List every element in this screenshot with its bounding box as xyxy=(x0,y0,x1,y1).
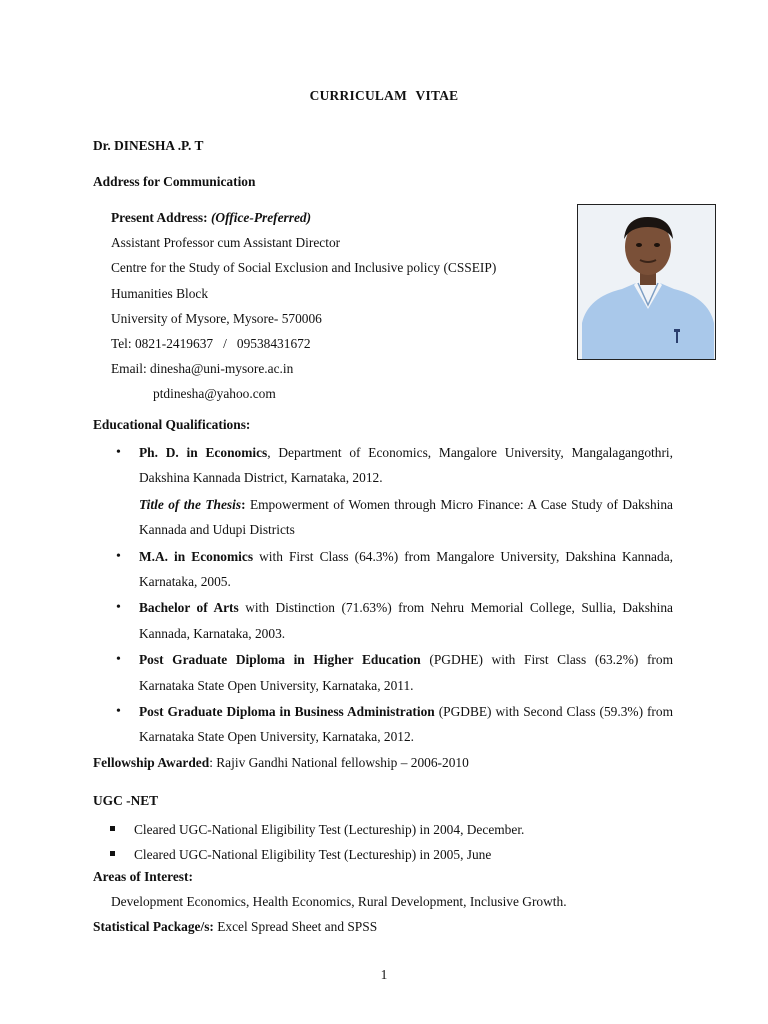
ugc-net-heading: UGC -NET xyxy=(93,793,159,808)
education-item-pgdhe: • Post Graduate Diploma in Higher Education (PGDHE) with First Class (63.2%) from Karnataka State Open University, Karnataka, 2011. xyxy=(139,647,673,698)
document-title: CURRICULAM VITAE xyxy=(309,88,459,103)
page-number: 1 xyxy=(380,967,388,982)
address-line: University of Mysore, Mysore- 570006 xyxy=(111,310,322,326)
education-item-ba: • Bachelor of Arts with Distinction (71.63%) from Nehru Memorial College, Sullia, Dakshina Kannada, Karnataka, 2003. xyxy=(139,595,673,646)
thesis-label: Title of the Thesis xyxy=(139,496,242,512)
person-name: Dr. DINESHA .P. T xyxy=(93,138,204,153)
address-line: Assistant Professor cum Assistant Director xyxy=(111,235,341,251)
interests-text: Development Economics, Health Economics, Rural Development, Inclusive Growth. xyxy=(111,894,567,909)
thesis-info: Title of the Thesis: Empowerment of Women through Micro Finance: A Case Study of Dakshina Kannada and Udupi Districts xyxy=(139,496,673,538)
address-heading: Address for Communication xyxy=(93,174,256,189)
education-item-phd: • Ph. D. in Economics, Department of Economics, Mangalore University, Mangalagangothri, Dakshina Kannada District, Karnataka, 2012. xyxy=(139,440,673,491)
education-item-ma: • M.A. in Economics with First Class (64.3%) from Mangalore University, Dakshina Kannada, Karnataka, 2005. xyxy=(139,544,673,595)
interests-heading: Areas of Interest: xyxy=(93,869,193,884)
statistical-packages-line xyxy=(93,919,377,935)
phone-line: Tel: 0821-2419637 / 09538431672 xyxy=(111,336,311,352)
fellowship-label: Fellowship Awarded xyxy=(93,755,210,770)
present-address-label: Present Address: xyxy=(111,210,208,225)
address-line: Humanities Block xyxy=(111,285,209,301)
education-item-pgdbe: • Post Graduate Diploma in Business Administration (PGDBE) with Second Class (59.3%) from Karnataka State Open University, Karnataka, 2012. xyxy=(139,699,673,750)
email-alt-line: ptdinesha@yahoo.com xyxy=(153,386,276,402)
address-line: Centre for the Study of Social Exclusion and Inclusive policy (CSSEIP) xyxy=(111,260,497,276)
ugc-net-item: Cleared UGC-National Eligibility Test (Lectureship) in 2004, December. xyxy=(134,818,524,843)
present-address-label-line xyxy=(111,205,496,230)
thesis-title: Empowerment of Women through Micro Finance: A Case Study of Dakshina Kannada and Udupi Districts xyxy=(139,496,673,538)
ugc-net-item: Cleared UGC-National Eligibility Test (Lectureship) in 2005, June xyxy=(134,843,524,868)
present-address-note: (Office-Preferred) xyxy=(210,210,312,225)
email-line: Email: dinesha@uni-mysore.ac.in xyxy=(111,361,294,377)
portrait-image xyxy=(578,205,716,360)
fellowship-text: : Rajiv Gandhi National fellowship – 2006-2010 xyxy=(209,755,469,770)
profile-photo xyxy=(577,204,716,360)
education-heading: Educational Qualifications: xyxy=(93,417,251,432)
statistical-packages-label: Statistical Package/s: xyxy=(93,919,214,934)
present-address-block xyxy=(111,205,496,407)
statistical-packages-text: Excel Spread Sheet and SPSS xyxy=(213,919,378,934)
education-list xyxy=(139,440,673,751)
fellowship-line xyxy=(93,755,469,771)
ugc-net-list xyxy=(134,818,524,867)
